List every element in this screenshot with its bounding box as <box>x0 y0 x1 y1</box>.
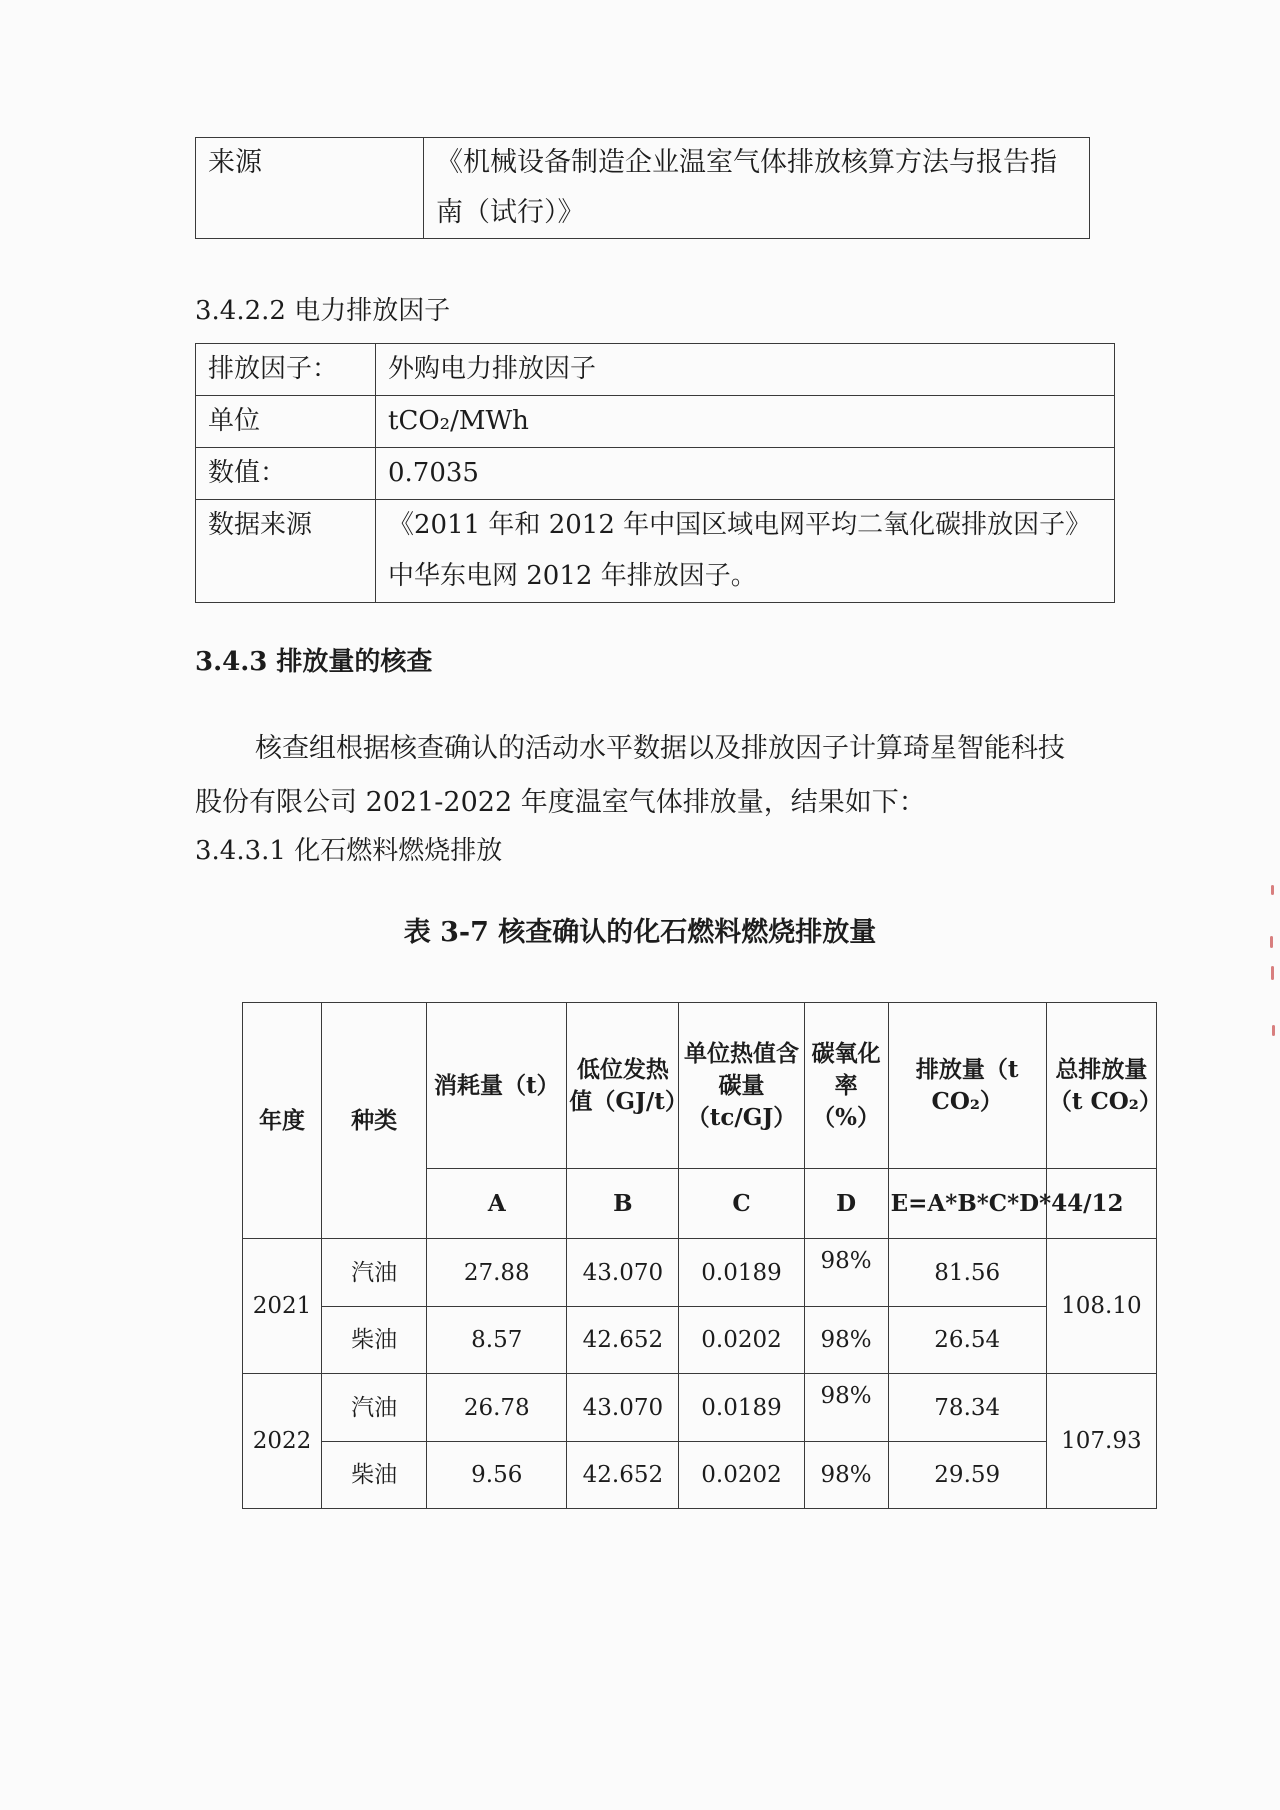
pf-value: tCO₂/MWh <box>376 396 1115 448</box>
section-heading-343: 3.4.3 排放量的核查 <box>195 647 433 677</box>
table-row <box>196 344 1115 396</box>
seal-edge-mark <box>1272 1025 1275 1036</box>
ncv-value: 43.070 <box>567 1239 679 1307</box>
pf-value: 0.7035 <box>376 448 1115 500</box>
ncv-value: 42.652 <box>567 1442 679 1509</box>
header-total: 总排放量（t CO₂） <box>1046 1003 1156 1169</box>
ncv-value: 42.652 <box>567 1307 679 1374</box>
year-cell: 2021 <box>243 1239 322 1374</box>
ncv-value: 43.070 <box>567 1374 679 1442</box>
col-e-formula: E=A*B*C*D*44/12 <box>888 1169 1046 1239</box>
pf-label: 排放因子： <box>196 344 376 396</box>
source-value: 《机械设备制造企业温室气体排放核算方法与报告指南（试行）》 <box>424 138 1090 239</box>
consumption-value: 26.78 <box>427 1374 567 1442</box>
consumption-value: 8.57 <box>427 1307 567 1374</box>
fuel-type: 汽油 <box>322 1239 427 1307</box>
header-type: 种类 <box>322 1003 427 1239</box>
seal-edge-mark <box>1271 885 1274 895</box>
col-d-label: D <box>804 1169 888 1239</box>
oxidation-value: 98% <box>804 1307 888 1374</box>
table-row <box>243 1239 1157 1307</box>
header-year: 年度 <box>243 1003 322 1239</box>
seal-edge-mark <box>1271 966 1274 980</box>
seal-edge-mark <box>1270 936 1273 948</box>
table-row <box>243 1442 1157 1509</box>
pf-label: 数据来源 <box>196 500 376 603</box>
carbon-value: 0.0202 <box>679 1442 804 1509</box>
table-row <box>243 1374 1157 1442</box>
table-row <box>196 138 1090 239</box>
oxidation-value: 98% <box>804 1442 888 1509</box>
consumption-value: 27.88 <box>427 1239 567 1307</box>
emission-value: 81.56 <box>888 1239 1046 1307</box>
emission-value: 78.34 <box>888 1374 1046 1442</box>
carbon-value: 0.0189 <box>679 1374 804 1442</box>
emission-value: 29.59 <box>888 1442 1046 1509</box>
body-paragraph: 核查组根据核查确认的活动水平数据以及排放因子计算琦星智能科技股份有限公司 2021-2022 年度温室气体排放量，结果如下： <box>195 733 1065 818</box>
header-carbon: 单位热值含碳量（tc/GJ） <box>679 1003 804 1169</box>
total-value: 108.10 <box>1046 1239 1156 1374</box>
fuel-emission-table <box>242 1002 1162 1509</box>
table-row <box>196 448 1115 500</box>
pf-value: 《2011 年和 2012 年中国区域电网平均二氧化碳排放因子》中华东电网 2012 年排放因子。 <box>376 500 1115 603</box>
section-heading-3431: 3.4.3.1 化石燃料燃烧排放 <box>195 836 503 866</box>
table-row <box>196 396 1115 448</box>
source-table <box>195 137 1090 239</box>
oxidation-value: 98% <box>804 1239 888 1307</box>
oxidation-value: 98% <box>804 1374 888 1442</box>
col-a-label: A <box>427 1169 567 1239</box>
carbon-value: 0.0189 <box>679 1239 804 1307</box>
pf-label: 数值： <box>196 448 376 500</box>
source-label: 来源 <box>196 138 424 239</box>
power-factor-table <box>195 343 1115 603</box>
fuel-type: 柴油 <box>322 1307 427 1374</box>
emission-value: 26.54 <box>888 1307 1046 1374</box>
carbon-value: 0.0202 <box>679 1307 804 1374</box>
header-consumption: 消耗量（t） <box>427 1003 567 1169</box>
year-cell: 2022 <box>243 1374 322 1509</box>
table-caption: 表 3-7 核查确认的化石燃料燃烧排放量 <box>403 917 877 948</box>
table-header-row <box>243 1003 1157 1169</box>
col-b-label: B <box>567 1169 679 1239</box>
section-heading-3422: 3.4.2.2 电力排放因子 <box>195 296 451 326</box>
pf-label: 单位 <box>196 396 376 448</box>
fuel-type: 汽油 <box>322 1374 427 1442</box>
col-c-label: C <box>679 1169 804 1239</box>
pf-value: 外购电力排放因子 <box>376 344 1115 396</box>
table-row <box>243 1307 1157 1374</box>
header-emission: 排放量（t CO₂） <box>888 1003 1046 1169</box>
header-oxidation: 碳氧化率（%） <box>804 1003 888 1169</box>
fuel-type: 柴油 <box>322 1442 427 1509</box>
consumption-value: 9.56 <box>427 1442 567 1509</box>
table-row <box>196 500 1115 603</box>
total-value: 107.93 <box>1046 1374 1156 1509</box>
header-ncv: 低位发热值（GJ/t） <box>567 1003 679 1169</box>
